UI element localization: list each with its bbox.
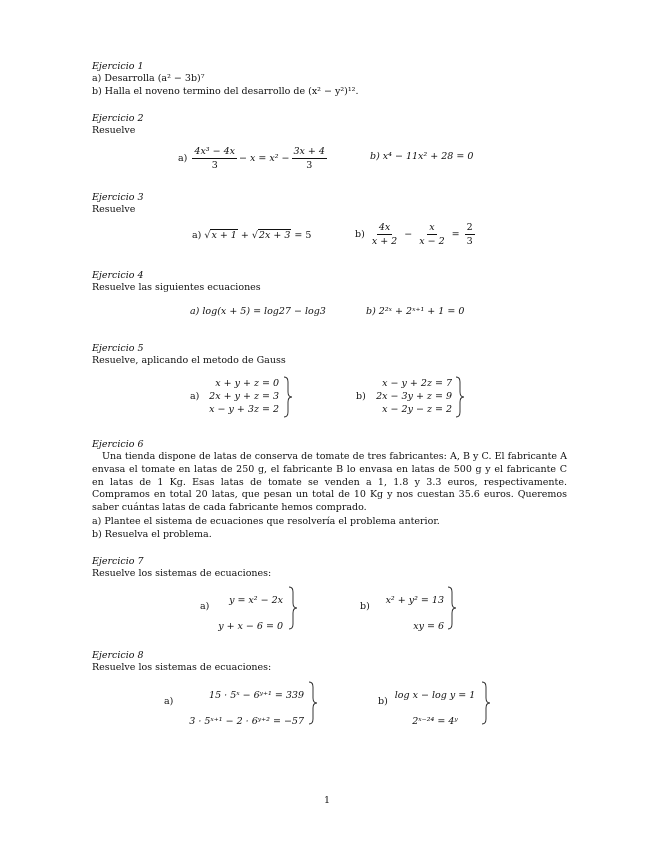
ex3-equation-a: a) √x + 1 + √2x + 3 = 5 bbox=[192, 230, 312, 241]
ex4-title: Ejercicio 4 bbox=[92, 270, 144, 281]
ex3-b-den2: x − 2 bbox=[419, 236, 445, 247]
ex5-b-eq1: x − y + 2z = 7 bbox=[382, 378, 452, 389]
ex1-title: Ejercicio 1 bbox=[92, 61, 144, 72]
ex8-system-a bbox=[180, 683, 304, 735]
ex3-b-num1: 4x bbox=[378, 222, 391, 233]
ex7-system-b bbox=[372, 588, 444, 640]
ex5-system-a bbox=[205, 377, 279, 416]
ex3-title: Ejercicio 3 bbox=[92, 192, 144, 203]
ex2-a-mid: − x = x² − bbox=[239, 153, 290, 164]
ex5-a-label: a) bbox=[190, 391, 200, 402]
ex8-instruction: Resuelve los sistemas de ecuaciones: bbox=[92, 662, 272, 673]
ex3-b-num3: 2 bbox=[466, 222, 473, 233]
ex5-b-brace bbox=[455, 376, 465, 418]
ex7-a-brace bbox=[288, 586, 298, 630]
ex3-b-frac2 bbox=[417, 222, 446, 247]
ex7-a-eq2: y + x − 6 = 0 bbox=[218, 621, 283, 632]
ex8-a-eq2: 3 · 5ˣ⁺¹ − 2 · 6ʸ⁺² = −57 bbox=[189, 716, 304, 727]
ex3-a-rhs: = 5 bbox=[294, 230, 312, 241]
ex4-equation-b: b) 2²ˣ + 2ˣ⁺¹ + 1 = 0 bbox=[366, 306, 465, 317]
ex5-b-eq3: x − 2y − z = 2 bbox=[382, 404, 452, 415]
ex5-a-brace bbox=[283, 376, 293, 418]
ex7-title: Ejercicio 7 bbox=[92, 556, 144, 567]
ex8-b-brace bbox=[481, 681, 491, 725]
ex3-b-den3: 3 bbox=[466, 236, 473, 247]
ex8-a-eq1: 15 · 5ˣ − 6ʸ⁺¹ = 339 bbox=[209, 690, 304, 701]
ex3-b-frac3 bbox=[465, 222, 475, 247]
ex7-b-eq1: x² + y² = 13 bbox=[385, 595, 444, 606]
ex7-system-a bbox=[213, 588, 283, 640]
ex5-a-eq3: x − y + 3z = 2 bbox=[209, 404, 279, 415]
ex5-a-eq1: x + y + z = 0 bbox=[215, 378, 279, 389]
ex3-b-label: b) bbox=[355, 229, 365, 240]
ex2-a-frac1 bbox=[192, 146, 237, 171]
ex5-instruction: Resuelve, aplicando el metodo de Gauss bbox=[92, 355, 286, 366]
ex5-b-label: b) bbox=[356, 391, 366, 402]
ex8-b-label: b) bbox=[378, 696, 388, 707]
ex3-a-radicand2: 2x + 3 bbox=[258, 230, 291, 241]
ex8-system-b bbox=[392, 683, 478, 735]
ex8-b-eq1: log x − log y = 1 bbox=[394, 690, 476, 701]
ex5-a-eq2: 2x + y + z = 3 bbox=[209, 391, 279, 402]
ex6-part-a: a) Plantee el sistema de ecuaciones que resolvería el problema anterior. bbox=[92, 516, 440, 527]
ex1-part-a: a) Desarrolla (a² − 3b)⁷ bbox=[92, 73, 205, 84]
ex2-a-den1: 3 bbox=[211, 160, 218, 171]
ex3-b-den1: x + 2 bbox=[371, 236, 398, 247]
ex1-part-b: b) Halla el noveno termino del desarrollo de (x² − y²)¹². bbox=[92, 86, 359, 97]
ex3-b-num2: x bbox=[429, 222, 435, 233]
ex7-a-eq1: y = x² − 2x bbox=[229, 595, 283, 606]
ex5-b-eq2: 2x − 3y + z = 9 bbox=[376, 391, 452, 402]
ex6-part-b: b) Resuelva el problema. bbox=[92, 529, 212, 540]
ex2-title: Ejercicio 2 bbox=[92, 113, 144, 124]
ex2-instruction: Resuelve bbox=[92, 125, 136, 136]
ex6-title: Ejercicio 6 bbox=[92, 439, 144, 450]
ex3-a-label: a) bbox=[192, 230, 202, 241]
ex2-a-label: a) bbox=[178, 153, 188, 164]
ex3-b-frac1 bbox=[370, 222, 399, 247]
ex2-equation-a bbox=[178, 146, 329, 171]
ex7-b-label: b) bbox=[360, 601, 370, 612]
ex8-title: Ejercicio 8 bbox=[92, 650, 144, 661]
ex2-a-num2: 3x + 4 bbox=[293, 146, 325, 157]
ex2-a-num1: 4x³ − 4x bbox=[194, 146, 236, 157]
ex2-equation-b: b) x⁴ − 11x² + 28 = 0 bbox=[370, 151, 474, 162]
ex2-a-den2: 3 bbox=[306, 160, 313, 171]
ex3-instruction: Resuelve bbox=[92, 204, 136, 215]
ex4-equation-a: a) log(x + 5) = log27 − log3 bbox=[190, 306, 326, 317]
ex8-b-eq2: 2ˣ⁻²⁴ = 4ʸ bbox=[412, 716, 458, 727]
page-number: 1 bbox=[324, 795, 331, 806]
ex7-b-eq2: xy = 6 bbox=[413, 621, 444, 632]
ex2-a-frac2 bbox=[292, 146, 327, 171]
ex8-a-label: a) bbox=[164, 696, 174, 707]
ex7-a-label: a) bbox=[200, 601, 210, 612]
ex5-title: Ejercicio 5 bbox=[92, 343, 144, 354]
ex4-instruction: Resuelve las siguientes ecuaciones bbox=[92, 282, 261, 293]
ex8-a-brace bbox=[308, 681, 318, 725]
ex3-a-radicand1: x + 1 bbox=[211, 230, 237, 241]
ex7-b-brace bbox=[447, 586, 457, 630]
ex6-paragraph: Una tienda dispone de latas de conserva de tomate de tres fabricantes: A, B y C. El fabricante A envasa el tomate en latas de 250 g, el fabricante B lo envasa en latas de 500 g y el fabricante C en latas de 1 Kg. Esas latas de tomate se venden a 1, 1.8 y 3.3 euros, respectivamente. Compramos en total 20 latas, que pesan un total de 10 Kg y nos cuestan 35.6 euros. Queremos saber cuántas latas de cada fabricante hemos comprado. bbox=[92, 451, 567, 514]
ex5-system-b bbox=[372, 377, 452, 416]
ex7-instruction: Resuelve los sistemas de ecuaciones: bbox=[92, 568, 272, 579]
ex3-equation-b: b) $\frac{4x}{x + 2}$ − $\frac{x}{x - 2}$ = $\frac{2}{3}$ bbox=[355, 222, 473, 247]
